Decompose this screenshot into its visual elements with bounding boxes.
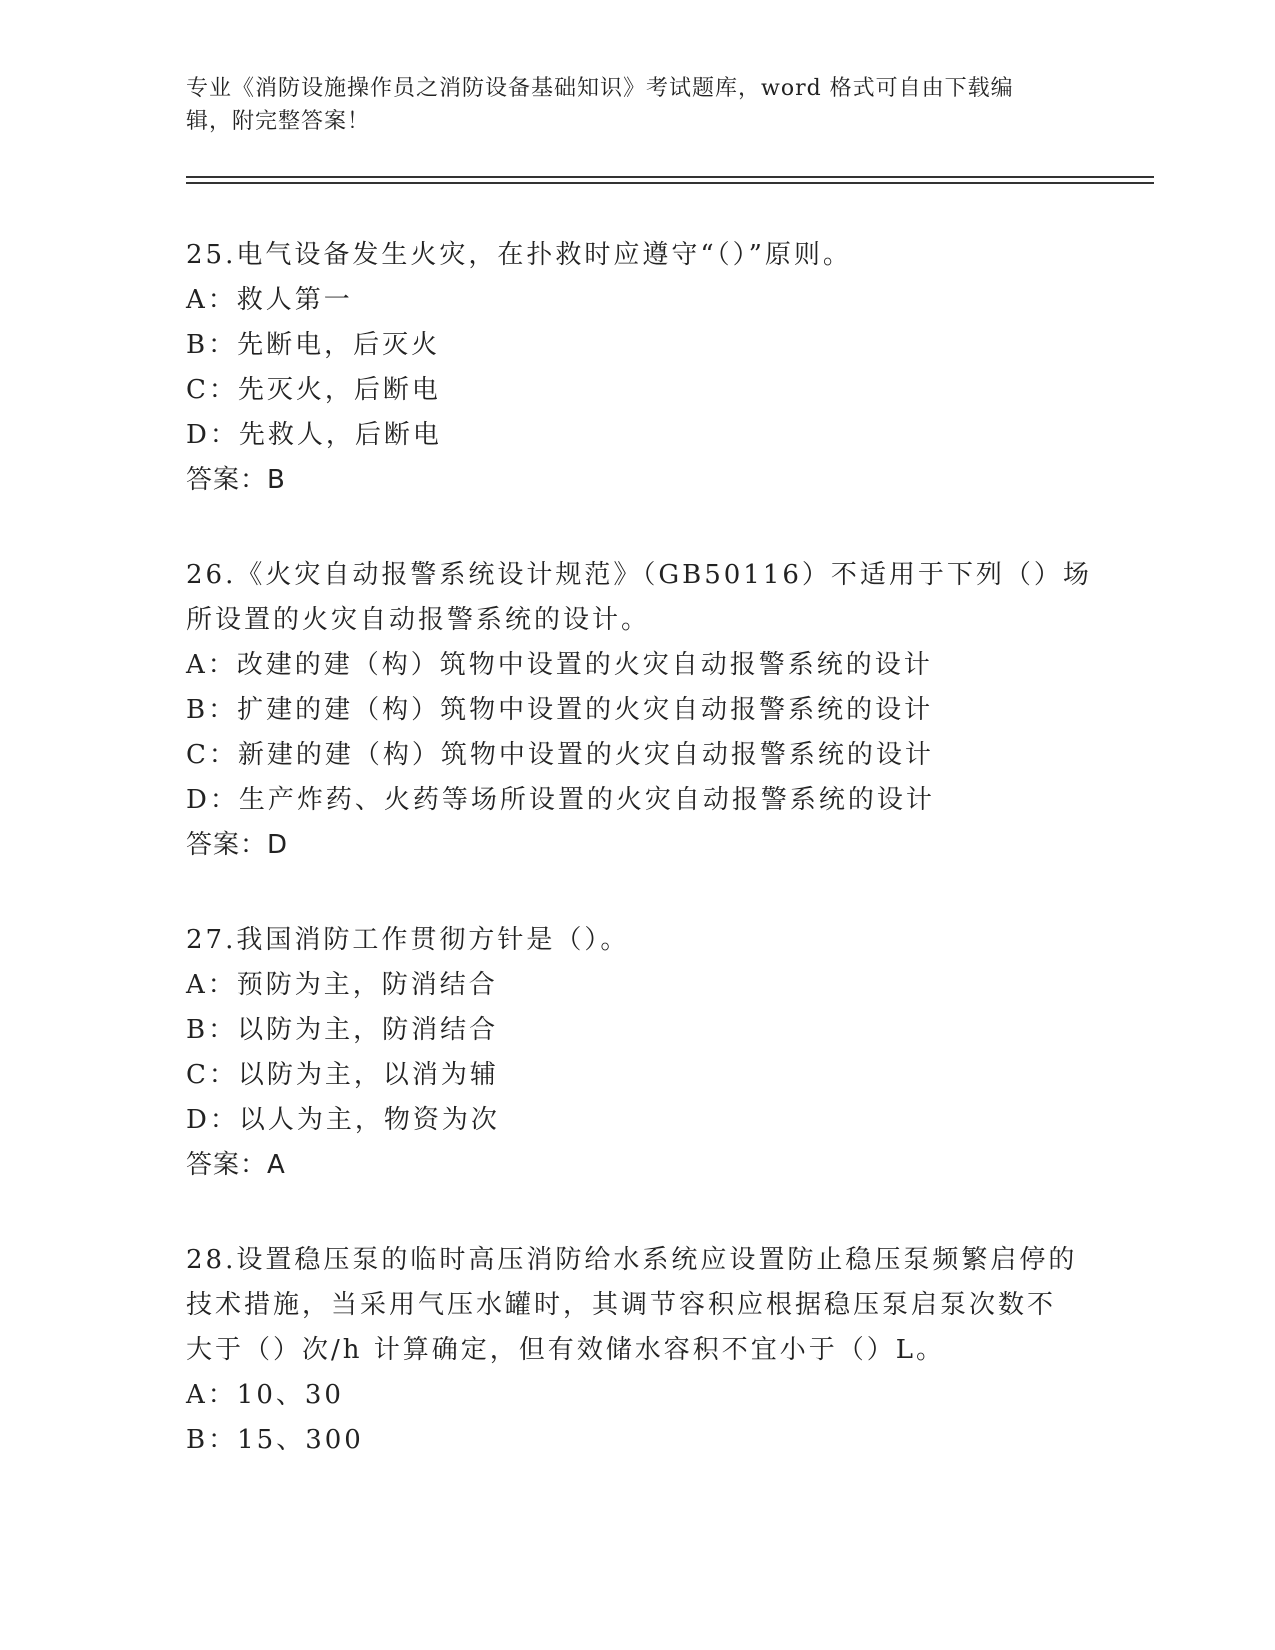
option-c: C：新建的建（构）筑物中设置的火灾自动报警系统的设计: [186, 740, 934, 770]
question-stem: 所设置的火灾自动报警系统的设计。: [186, 605, 651, 635]
intro-line-2: 辑，附完整答案！: [186, 109, 371, 134]
option-d: D：生产炸药、火药等场所设置的火灾自动报警系统的设计: [186, 785, 935, 815]
option-a: A：10、30: [186, 1380, 344, 1410]
intro-line-1: 专业《消防设施操作员之消防设备基础知识》考试题库，word 格式可自由下载编: [186, 76, 1014, 101]
question-stem: 技术措施，当采用气压水罐时，其调节容积应根据稳压泵启泵次数不: [186, 1290, 1057, 1320]
answer: 答案：A: [186, 1150, 286, 1180]
option-b: B：先断电，后灭火: [186, 330, 441, 360]
question-stem: 25.电气设备发生火灾，在扑救时应遵守“（）”原则。: [186, 240, 852, 270]
option-c: C：以防为主，以消为辅: [186, 1060, 499, 1090]
option-b: B：15、300: [186, 1425, 364, 1455]
header-divider-bottom: [186, 182, 1154, 184]
option-a: A：改建的建（构）筑物中设置的火灾自动报警系统的设计: [186, 650, 933, 680]
option-a: A：救人第一: [186, 285, 353, 315]
question-27: [186, 918, 1086, 1188]
header-divider-top: [186, 176, 1154, 178]
question-stem: 27.我国消防工作贯彻方针是（）。: [186, 925, 630, 955]
option-b: B：扩建的建（构）筑物中设置的火灾自动报警系统的设计: [186, 695, 934, 725]
question-stem: 28.设置稳压泵的临时高压消防给水系统应设置防止稳压泵频繁启停的: [186, 1245, 1078, 1275]
document-intro: [186, 72, 1086, 138]
option-d: D：以人为主，物资为次: [186, 1105, 500, 1135]
option-b: B：以防为主，防消结合: [186, 1015, 499, 1045]
option-d: D：先救人，后断电: [186, 420, 442, 450]
option-c: C：先灭火，后断电: [186, 375, 441, 405]
answer: 答案：B: [186, 465, 286, 495]
question-28: [186, 1238, 1086, 1463]
option-a: A：预防为主，防消结合: [186, 970, 498, 1000]
question-stem: 26.《火灾自动报警系统设计规范》（GB50116）不适用于下列（）场: [186, 560, 1092, 590]
question-26: [186, 553, 1092, 868]
question-25: [186, 233, 1086, 503]
answer: 答案：D: [186, 830, 289, 860]
question-stem: 大于（）次/h 计算确定，但有效储水容积不宜小于（）L。: [186, 1335, 946, 1365]
